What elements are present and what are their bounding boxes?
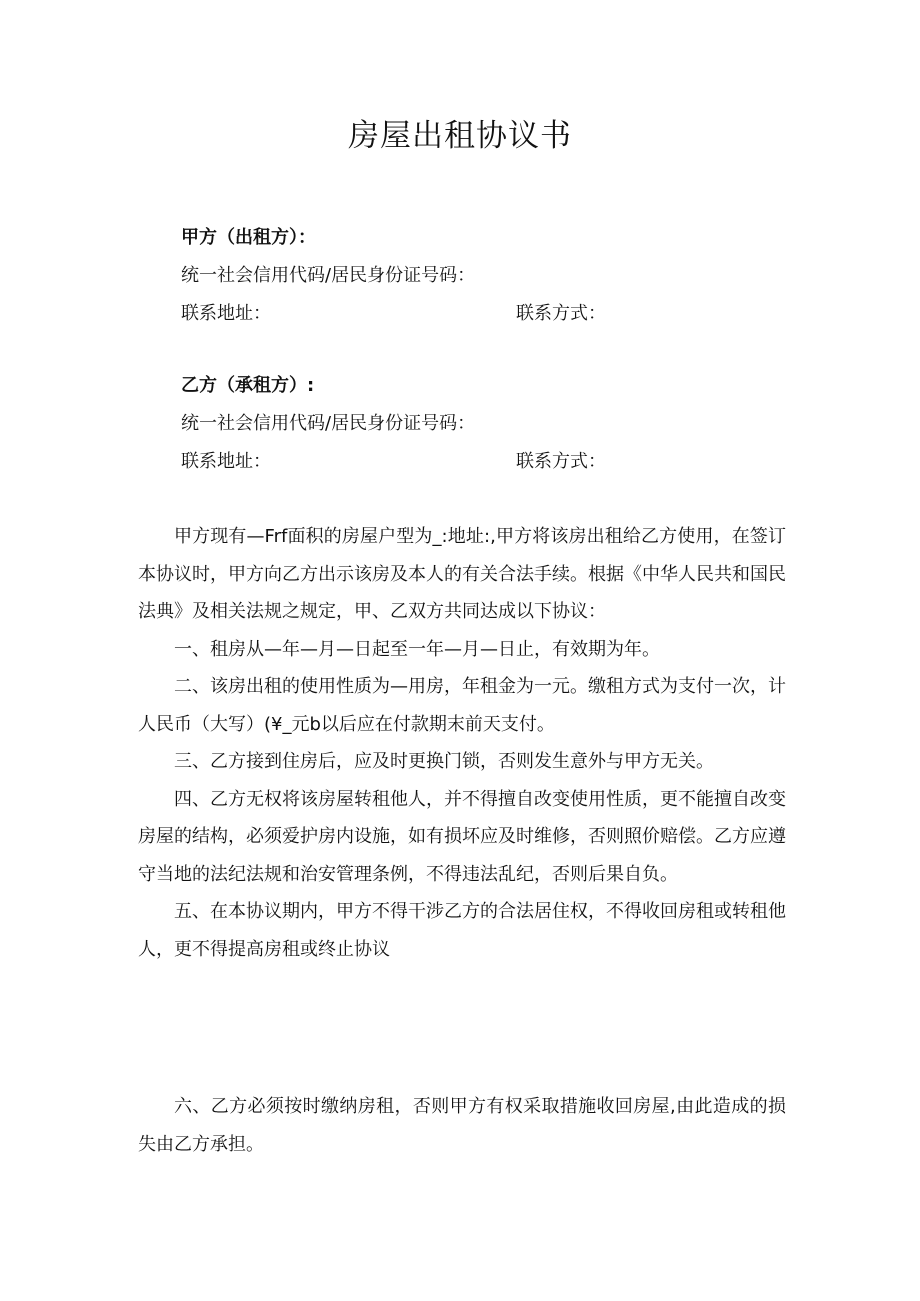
clause-1: 一、租房从—年—月—日起至一年—月—日止，有效期为年。 <box>174 638 660 660</box>
clause-2: 二、该房出租的使用性质为—用房，年租金为一元。缴租方式为支付一次，计人民币（大写）(¥_元b以后应在付款期末前天支付。 <box>138 676 786 735</box>
party-b-id-label: 统一社会信用代码/居民身份证号码： <box>181 413 476 434</box>
party-b-contact-label: 联系方式： <box>516 451 606 472</box>
party-b-heading: 乙方（承租方）: <box>181 375 315 396</box>
intro-paragraph: 甲方现有—Frf面积的房屋户型为_:地址:,甲方将该房出租给乙方使用，在签订本协议时，甲方向乙方出示该房及本人的有关合法手续。根据《中华人民共和国民法典》及相关法规之规定，甲、乙双方共同达成以下协议： <box>138 526 786 622</box>
agreement-body-continued <box>138 1088 786 1163</box>
party-a-address-label: 联系地址： <box>181 303 271 324</box>
party-a-id-label: 统一社会信用代码/居民身份证号码： <box>181 265 476 286</box>
party-b-block <box>181 367 821 481</box>
clause-3: 三、乙方接到住房后，应及时更换门锁，否则发生意外与甲方无关。 <box>174 751 714 772</box>
clause-6: 六、乙方必须按时缴纳房租，否则甲方有权采取措施收回房屋,由此造成的损失由乙方承担。 <box>138 1096 786 1155</box>
clause-5: 五、在本协议期内，甲方不得干涉乙方的合法居住权，不得收回房租或转租他人，更不得提高房租或终止协议 <box>138 901 786 960</box>
party-a-address-row <box>181 295 821 333</box>
party-a-contact-label: 联系方式： <box>516 303 606 324</box>
party-b-address-label: 联系地址： <box>181 451 271 472</box>
party-b-address-row <box>181 443 821 481</box>
party-a-heading: 甲方（出租方）： <box>181 227 316 248</box>
party-a-block <box>181 219 821 333</box>
clause-4: 四、乙方无权将该房屋转租他人，并不得擅自改变使用性质，更不能擅自改变房屋的结构，必须爱护房内设施，如有损坏应及时维修，否则照价赔偿。乙方应遵守当地的法纪法规和治安管理条例，不得违法乱纪，否则后果自负。 <box>138 788 786 885</box>
agreement-body <box>138 518 786 968</box>
document-title: 房屋出租协议书 <box>348 118 572 154</box>
